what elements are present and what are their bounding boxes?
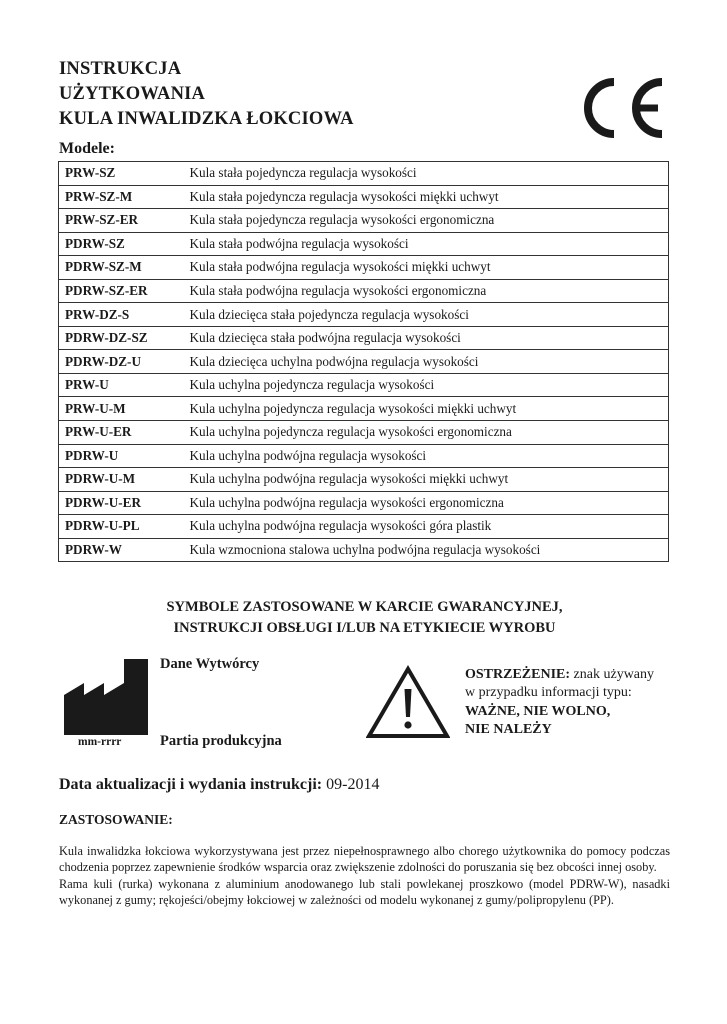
models-label: Modele: (59, 140, 115, 157)
model-row (59, 256, 669, 280)
model-code: PRW-U (59, 373, 184, 397)
document-title (59, 57, 354, 132)
model-row (59, 444, 669, 468)
model-code: PDRW-SZ (59, 232, 184, 256)
warning-text: w przypadku informacji typu: (465, 685, 632, 701)
model-row (59, 279, 669, 303)
usage-body (59, 843, 670, 909)
warning-keywords: NIE NALEŻY (465, 721, 552, 737)
symbols-heading-line: SYMBOLE ZASTOSOWANE W KARCIE GWARANCYJNEJ, (166, 599, 563, 615)
models-table (58, 161, 669, 562)
title-line: KULA INWALIDZKA ŁOKCIOWA (59, 109, 354, 129)
model-row (59, 538, 669, 562)
model-description: Kula stała pojedyncza regulacja wysokości (184, 162, 669, 186)
model-code: PRW-SZ-M (59, 185, 184, 209)
manufacturer-label: Dane Wytwórcy (160, 656, 260, 672)
lot-code: mm-rrrr (78, 736, 122, 748)
model-row (59, 326, 669, 350)
model-row (59, 162, 669, 186)
model-code: PRW-U-ER (59, 421, 184, 445)
model-row (59, 515, 669, 539)
usage-paragraph: Kula inwalidzka łokciowa wykorzystywana jest przez niepełnosprawnego albo chorego użytkownika do pomocy podczas chodzenia poprzez zapewnienie środków wsparcia oraz zwiększenie zdolności do poruszania się bez obcości innej osoby. (59, 844, 670, 875)
title-line: INSTRUKCJA (59, 59, 182, 79)
model-code: PDRW-U (59, 444, 184, 468)
model-description: Kula stała podwójna regulacja wysokości (184, 232, 669, 256)
model-code: PDRW-DZ-SZ (59, 326, 184, 350)
model-code: PDRW-U-M (59, 468, 184, 492)
model-row (59, 350, 669, 374)
title-line: UŻYTKOWANIA (59, 84, 206, 104)
warning-text: znak używany (570, 667, 655, 682)
model-description: Kula uchylna pojedyncza regulacja wysokości (184, 373, 669, 397)
model-code: PDRW-DZ-U (59, 350, 184, 374)
model-row (59, 468, 669, 492)
model-code: PDRW-U-PL (59, 515, 184, 539)
model-row (59, 373, 669, 397)
model-description: Kula wzmocniona stalowa uchylna podwójna regulacja wysokości (184, 538, 669, 562)
model-description: Kula stała pojedyncza regulacja wysokości miękki uchwyt (184, 185, 669, 209)
model-code: PDRW-U-ER (59, 491, 184, 515)
usage-paragraph: Rama kuli (rurka) wykonana z aluminium anodowanego lub stali powlekanej proszkowo (model PDRW-W), nasadki wykonanej z gumy; rękojeści/obejmy łokciowej w zależności od modelu wykonanej z gumy/polipropylenu (PP). (59, 876, 670, 908)
warning-icon (366, 665, 450, 739)
model-row (59, 491, 669, 515)
model-description: Kula stała podwójna regulacja wysokości miękki uchwyt (184, 256, 669, 280)
model-row (59, 209, 669, 233)
model-code: PRW-U-M (59, 397, 184, 421)
model-description: Kula uchylna pojedyncza regulacja wysokości ergonomiczna (184, 421, 669, 445)
update-date (59, 776, 379, 794)
model-description: Kula uchylna podwójna regulacja wysokości (184, 444, 669, 468)
model-description: Kula dziecięca stała pojedyncza regulacja wysokości (184, 303, 669, 327)
model-description: Kula uchylna pojedyncza regulacja wysokości miękki uchwyt (184, 397, 669, 421)
warning-title: OSTRZEŻENIE: (465, 667, 571, 682)
model-code: PRW-SZ (59, 162, 184, 186)
warning-keywords: WAŻNE, NIE WOLNO, (465, 703, 611, 719)
warning-description (465, 666, 705, 739)
usage-heading: ZASTOSOWANIE: (59, 812, 173, 827)
model-description: Kula uchylna podwójna regulacja wysokości góra plastik (184, 515, 669, 539)
model-code: PRW-DZ-S (59, 303, 184, 327)
update-date-label: Data aktualizacji i wydania instrukcji: (59, 776, 323, 793)
model-row (59, 232, 669, 256)
manufacturer-icon (64, 659, 148, 735)
model-row (59, 185, 669, 209)
model-row (59, 397, 669, 421)
symbols-heading (59, 597, 670, 639)
model-code: PDRW-SZ-M (59, 256, 184, 280)
model-description: Kula uchylna podwójna regulacja wysokości ergonomiczna (184, 491, 669, 515)
model-code: PDRW-SZ-ER (59, 279, 184, 303)
model-row (59, 303, 669, 327)
model-row (59, 421, 669, 445)
model-description: Kula uchylna podwójna regulacja wysokości miękki uchwyt (184, 468, 669, 492)
model-description: Kula stała pojedyncza regulacja wysokości ergonomiczna (184, 209, 669, 233)
batch-label: Partia produkcyjna (160, 733, 282, 749)
model-code: PDRW-W (59, 538, 184, 562)
model-description: Kula dziecięca stała podwójna regulacja wysokości (184, 326, 669, 350)
model-description: Kula stała podwójna regulacja wysokości ergonomiczna (184, 279, 669, 303)
model-code: PRW-SZ-ER (59, 209, 184, 233)
symbols-heading-line: INSTRUKCJI OBSŁUGI I/LUB NA ETYKIECIE WYROBU (173, 620, 556, 636)
update-date-value: 09-2014 (322, 776, 380, 793)
ce-mark-icon (574, 76, 666, 140)
model-description: Kula dziecięca uchylna podwójna regulacja wysokości (184, 350, 669, 374)
